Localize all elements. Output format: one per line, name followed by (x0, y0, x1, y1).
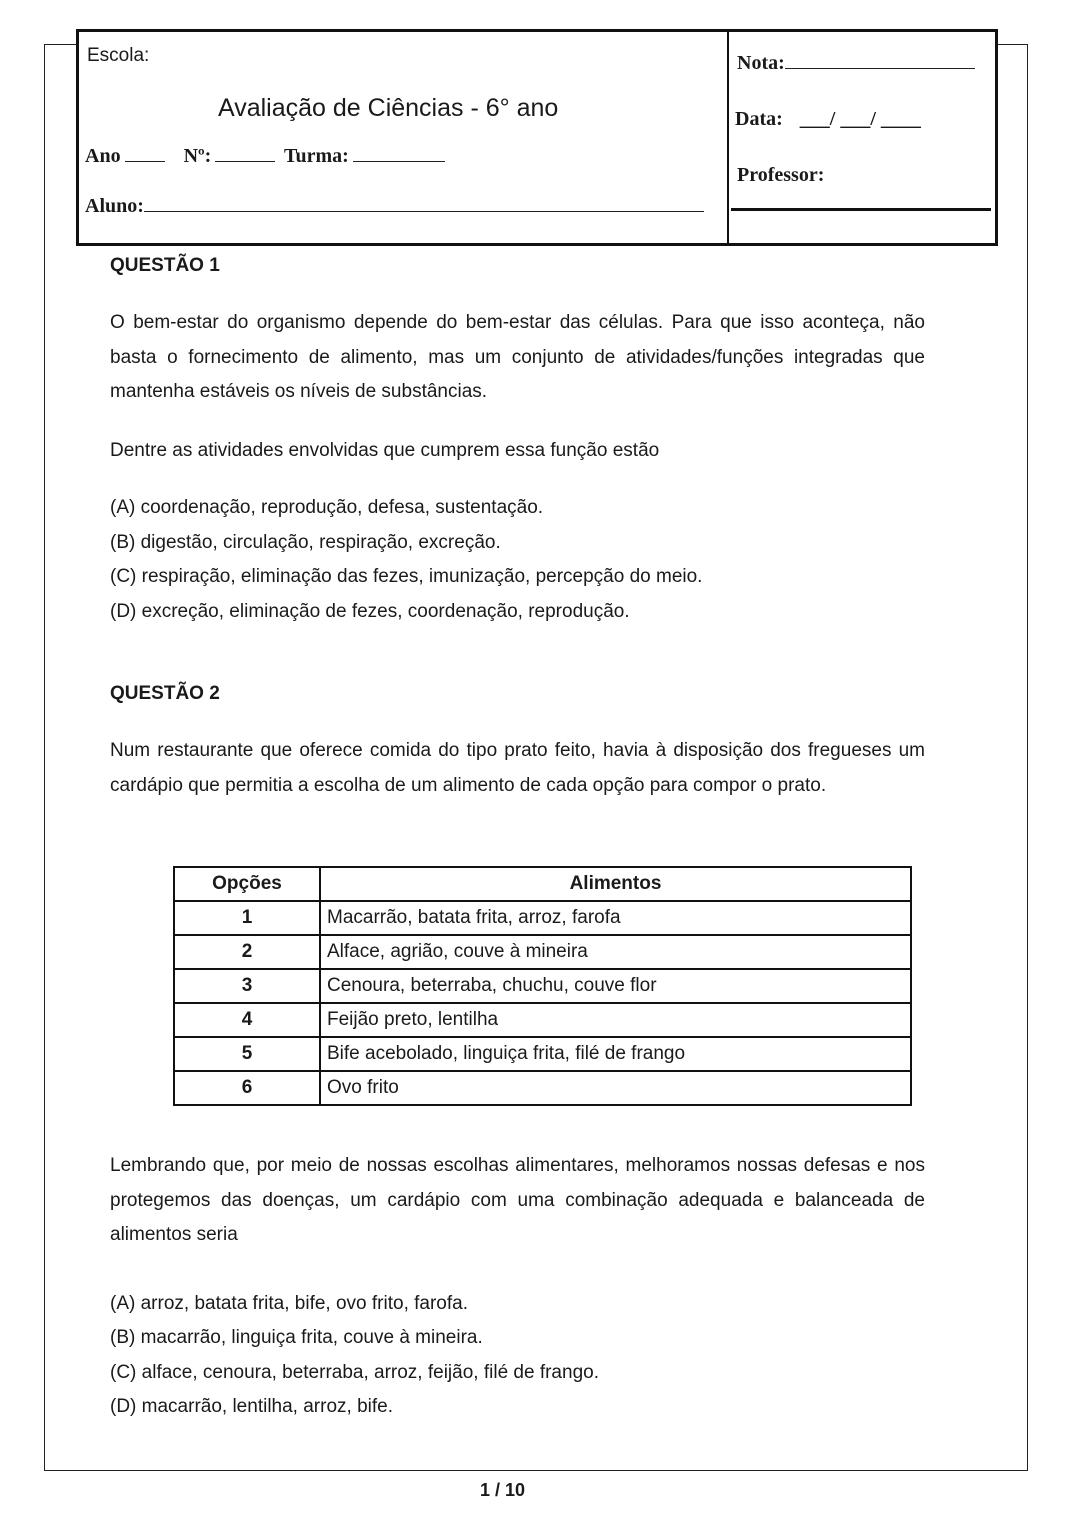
header-opcoes: Opções (174, 867, 320, 901)
question-2-paragraph: Num restaurante que oferece comida do tipo prato feito, havia à disposição dos fregueses um cardápio que permitia a escolha de um alimento de cada opção para compor o prato. (110, 740, 925, 796)
nota-label: Nota: (737, 52, 785, 74)
table-row (174, 969, 911, 1003)
option-foods: Feijão preto, lentilha (320, 1003, 911, 1037)
question-2-option-c[interactable]: (C) alface, cenoura, beterraba, arroz, feijão, filé de frango. (110, 1361, 599, 1383)
exam-header (76, 29, 998, 246)
question-2-continuation (110, 1149, 925, 1425)
option-number: 3 (174, 969, 320, 1003)
professor-blank[interactable] (731, 208, 991, 211)
nota-line (737, 52, 979, 75)
table-row (174, 1037, 911, 1071)
question-2-title: QUESTÃO 2 (110, 683, 220, 704)
option-number: 4 (174, 1003, 320, 1037)
question-2-prompt: Lembrando que, por meio de nossas escolhas alimentares, melhoramos nossas defesas e nos protegemos das doenças, um cardápio com uma combinação adequada e balanceada de alimentos seria (110, 1155, 925, 1245)
ano-label: Ano (85, 145, 121, 167)
aluno-blank[interactable] (144, 195, 704, 212)
page-frame-top-left (44, 44, 76, 45)
question-1-option-d[interactable]: (D) excreção, eliminação de fezes, coordenação, reprodução. (110, 600, 630, 622)
aluno-label: Aluno: (85, 195, 144, 217)
food-options-table (173, 866, 912, 1106)
question-1-option-a[interactable]: (A) coordenação, reprodução, defesa, sustentação. (110, 497, 544, 518)
question-1-prompt: Dentre as atividades envolvidas que cumprem essa função estão (110, 439, 660, 461)
data-blank[interactable]: ___/ ___/ ____ (799, 108, 921, 130)
option-foods: Macarrão, batata frita, arroz, farofa (320, 901, 911, 935)
option-foods: Alface, agrião, couve à mineira (320, 935, 911, 969)
question-1-paragraph: O bem-estar do organismo depende do bem-estar das células. Para que isso aconteça, não basta o fornecimento de alimento, mas um conjunto de atividades/funções integradas que mantenha estáveis os níveis de substâncias. (110, 312, 925, 402)
question-2-option-d[interactable]: (D) macarrão, lentilha, arroz, bife. (110, 1396, 393, 1417)
question-2-option-b[interactable]: (B) macarrão, linguiça frita, couve à mineira. (110, 1327, 483, 1348)
question-1-options (110, 491, 925, 629)
question-2-option-a[interactable]: (A) arroz, batata frita, bife, ovo frito, farofa. (110, 1292, 468, 1314)
numero-label: Nº: (183, 145, 212, 167)
option-foods: Ovo frito (320, 1071, 911, 1105)
table-row (174, 935, 911, 969)
data-label: Data: (735, 108, 783, 130)
exam-title: Avaliação de Ciências - 6° ano (218, 94, 559, 122)
turma-blank[interactable] (353, 145, 445, 162)
header-divider (727, 32, 729, 243)
question-2-options (110, 1287, 925, 1425)
question-1-title: QUESTÃO 1 (110, 255, 220, 276)
page-number: 1 / 10 (479, 1480, 526, 1500)
ano-numero-turma-line (85, 145, 449, 168)
turma-label: Turma: (283, 145, 349, 167)
option-foods: Bife acebolado, linguiça frita, filé de frango (320, 1037, 911, 1071)
school-label: Escola: (87, 45, 150, 66)
table-row (174, 1071, 911, 1105)
table-header-row (174, 867, 911, 901)
option-number: 5 (174, 1037, 320, 1071)
aluno-line (85, 195, 708, 218)
numero-blank[interactable] (215, 145, 275, 162)
question-1-option-b[interactable]: (B) digestão, circulação, respiração, excreção. (110, 531, 501, 553)
data-line (735, 108, 921, 131)
option-number: 2 (174, 935, 320, 969)
header-alimentos: Alimentos (320, 867, 911, 901)
option-number: 6 (174, 1071, 320, 1105)
table-row (174, 1003, 911, 1037)
question-1-option-c[interactable]: (C) respiração, eliminação das fezes, imunização, percepção do meio. (110, 566, 703, 587)
table-row (174, 901, 911, 935)
professor-label: Professor: (737, 164, 825, 186)
page-frame-top-right (995, 44, 1027, 45)
ano-blank[interactable] (125, 145, 165, 162)
option-foods: Cenoura, beterraba, chuchu, couve flor (320, 969, 911, 1003)
nota-blank[interactable] (785, 52, 975, 69)
option-number: 1 (174, 901, 320, 935)
exam-content (110, 252, 925, 803)
